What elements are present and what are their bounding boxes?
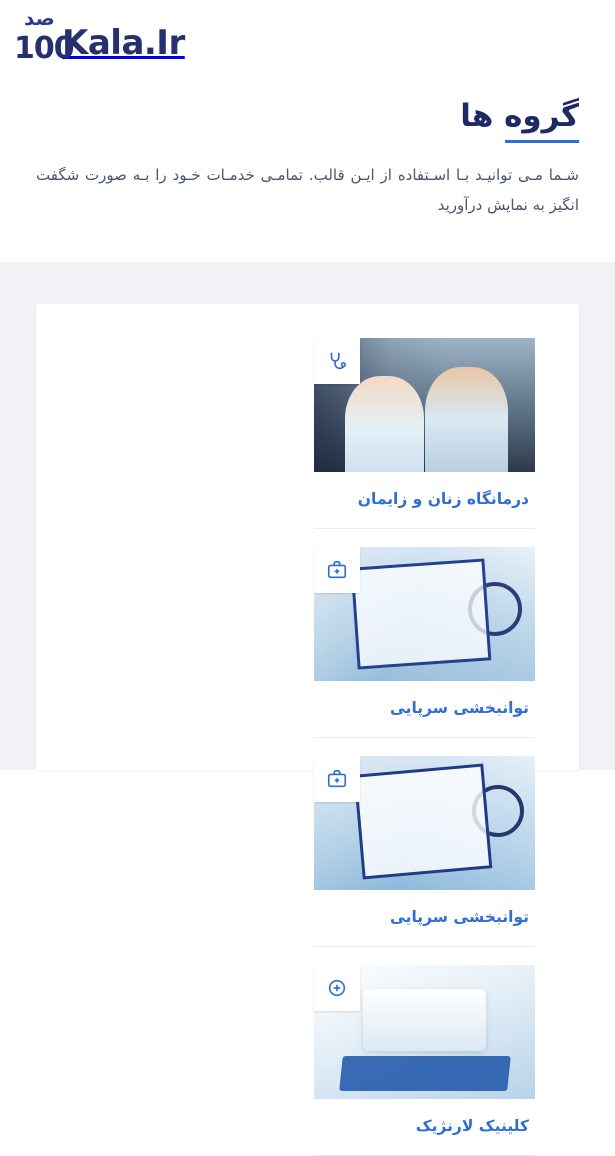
category-card-grid: [36, 304, 579, 1156]
card-badge: [314, 547, 360, 593]
first-aid-kit-icon: [326, 977, 348, 999]
category-card[interactable]: [314, 965, 535, 1156]
medical-bag-icon: [326, 768, 348, 790]
card-thumbnail[interactable]: [314, 338, 535, 472]
card-badge: [314, 338, 360, 384]
categories-panel: [36, 304, 579, 1135]
card-title[interactable]: توانبخشی سرپایی: [314, 681, 535, 738]
medical-bag-icon: [326, 559, 348, 581]
card-title[interactable]: درمانگاه زنان و زایمان: [314, 472, 535, 529]
site-logo[interactable]: [14, 8, 185, 66]
card-thumbnail[interactable]: [314, 547, 535, 681]
page-title: گروه ها: [460, 98, 579, 134]
card-thumbnail[interactable]: [314, 756, 535, 890]
card-title[interactable]: توانبخشی سرپایی: [314, 890, 535, 947]
category-card[interactable]: [314, 756, 535, 947]
logo-farsi-text: صد: [24, 6, 55, 30]
card-thumbnail[interactable]: [314, 965, 535, 1099]
title-underline: [505, 140, 579, 143]
category-card[interactable]: [314, 338, 535, 529]
logo-wordmark: Kala.Ir: [62, 23, 185, 63]
logo-mark: [14, 6, 74, 66]
logo-number: 100: [14, 31, 74, 66]
site-header: [0, 0, 615, 72]
intro-paragraph: شـما مـی توانیـد بـا اسـتفاده از ایـن قالب. تمامـی خدمـات خـود را بـه صورت شگفت انگیز به نمایش درآورید: [36, 166, 579, 214]
intro-section: [0, 72, 615, 256]
categories-band: [0, 262, 615, 1135]
stethoscope-icon: [326, 350, 348, 372]
category-card[interactable]: [314, 547, 535, 738]
card-badge: [314, 756, 360, 802]
page-scrollbar[interactable]: [609, 0, 615, 770]
card-title[interactable]: کلینیک لارنژیک: [314, 1099, 535, 1156]
card-badge: [314, 965, 360, 1011]
